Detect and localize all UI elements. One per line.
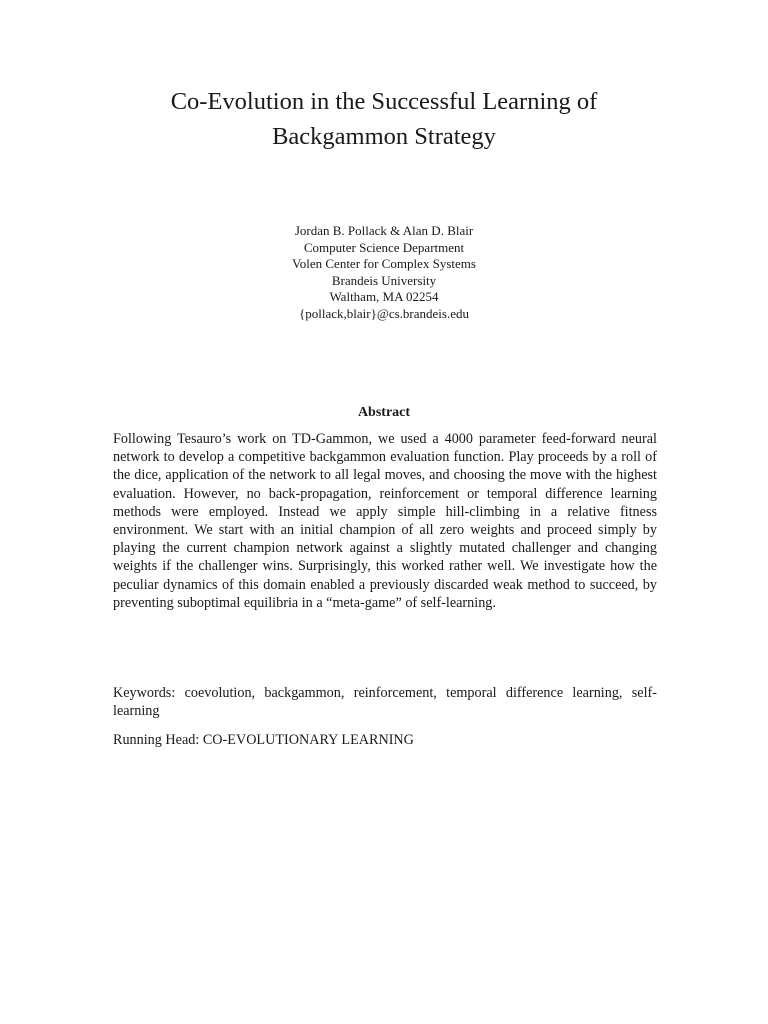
author-center: Volen Center for Complex Systems (292, 256, 476, 272)
title-line-1: Co-Evolution in the Successful Learning of (170, 88, 598, 115)
abstract-heading: Abstract (357, 405, 411, 420)
keywords: Keywords: coevolution, backgammon, reinforcement, temporal difference learning, self-learning (113, 685, 657, 720)
abstract-text: Following Tesauro’s work on TD-Gammon, we used a 4000 parameter feed-forward neural network to develop a competitive backgammon evaluation function. Play proceeds by a roll of the dice, application of the network to all legal moves, and choosing the move with the highest evaluation. However, no back-propagation, reinforcement or temporal difference learning methods were employed. Instead we apply simple hill-climbing in a relative fitness environment. We start with an initial champion of all zero weights and proceed simply by playing the current champion network against a slightly mutated challenger and changing weights if the challenger wins. Surprisingly, this worked rather well. We investigate how the peculiar dynamics of this domain enabled a previously discarded weak method to succeed, by preventing suboptimal equilibria in a “meta-game” of self-learning. (113, 431, 657, 611)
running-head: Running Head: CO-EVOLUTIONARY LEARNING (113, 732, 414, 748)
paper-title (84, 84, 684, 154)
title-line-2: Backgammon Strategy (272, 123, 496, 150)
author-email: {pollack,blair}@cs.brandeis.edu (299, 305, 469, 321)
author-university: Brandeis University (331, 272, 437, 288)
author-block (184, 223, 584, 323)
author-address: Waltham, MA 02254 (329, 289, 439, 305)
author-department: Computer Science Department (303, 239, 465, 255)
author-names: Jordan B. Pollack & Alan D. Blair (294, 223, 474, 238)
